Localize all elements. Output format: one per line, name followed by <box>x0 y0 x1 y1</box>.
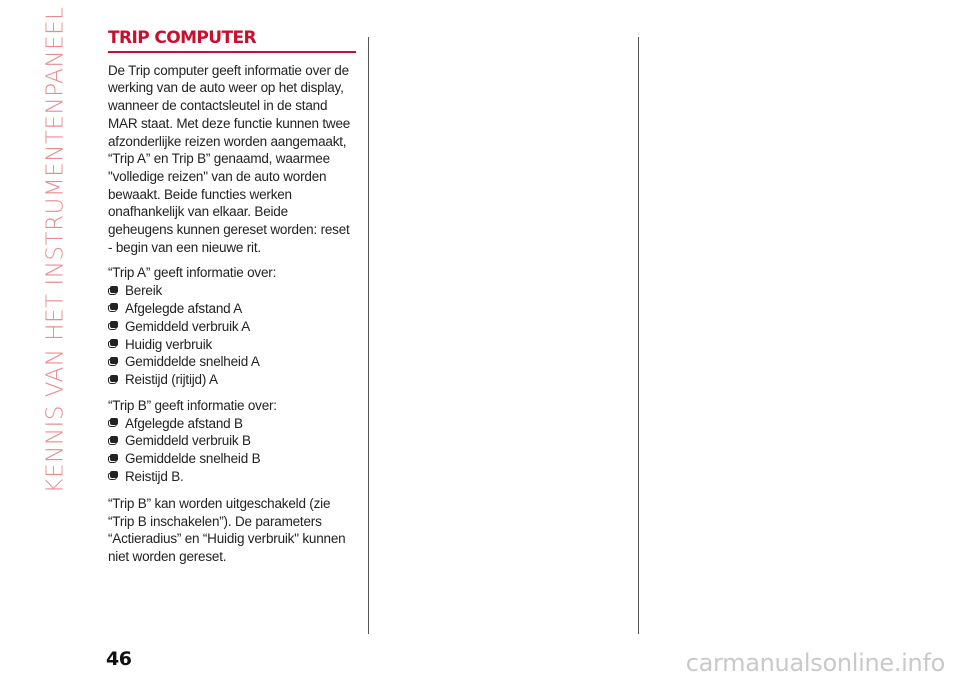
column-divider <box>638 37 639 634</box>
list-item: Gemiddeld verbruik A <box>108 318 356 336</box>
trip-b-list <box>108 415 356 486</box>
side-chapter-title <box>2 6 108 494</box>
bookmark-bullet-icon <box>108 322 119 331</box>
bookmark-bullet-icon <box>108 437 119 446</box>
closing-paragraph: “Trip B” kan worden uitgeschakeld (zie “Trip B inschakelen”). De parameters “Actieradius” en “Huidig verbruik" kunnen niet worden gereset. <box>108 495 346 564</box>
list-item: Reistijd B. <box>108 468 356 486</box>
trip-b-intro: “Trip B” geeft informatie over: <box>108 397 277 413</box>
page-number: 46 <box>106 648 132 670</box>
bookmark-bullet-icon <box>108 340 119 349</box>
list-item: Huidig verbruik <box>108 336 356 354</box>
bookmark-bullet-icon <box>108 358 119 367</box>
list-item: Gemiddeld verbruik B <box>108 432 356 450</box>
trip-a-list <box>108 282 356 389</box>
list-item: Reistijd (rijtijd) A <box>108 371 356 389</box>
column-divider <box>368 37 369 634</box>
list-item: Afgelegde afstand A <box>108 300 356 318</box>
list-item: Gemiddelde snelheid A <box>108 353 356 371</box>
watermark: carmanualsonline.info <box>685 649 945 677</box>
bookmark-bullet-icon <box>108 304 119 313</box>
intro-paragraph: De Trip computer geeft informatie over de werking van de auto weer op het display, wanneer de contactsleutel in de stand MAR staat. Met deze functie kunnen twee afzonderlijke reizen worden aangemaakt, “Trip A” en Trip B” genaamd, waarmee "volledige reizen" van de auto worden bewaakt. Beide functies werken onafhankelijk van elkaar. Beide geheugens kunnen gereset worden: reset - begin van een nieuwe rit. <box>108 62 351 255</box>
trip-a-intro: “Trip A” geeft informatie over: <box>108 265 277 281</box>
list-item: Afgelegde afstand B <box>108 415 356 433</box>
list-item: Bereik <box>108 282 356 300</box>
bookmark-bullet-icon <box>108 419 119 428</box>
bookmark-bullet-icon <box>108 455 119 464</box>
bookmark-bullet-icon <box>108 472 119 481</box>
bookmark-bullet-icon <box>108 376 119 385</box>
bookmark-bullet-icon <box>108 287 119 296</box>
text-column <box>108 30 356 566</box>
side-chapter-title-text: KENNIS VAN HET INSTRUMENTENPANEEL <box>42 6 68 494</box>
section-heading: TRIP COMPUTER <box>108 30 356 53</box>
list-item: Gemiddelde snelheid B <box>108 450 356 468</box>
